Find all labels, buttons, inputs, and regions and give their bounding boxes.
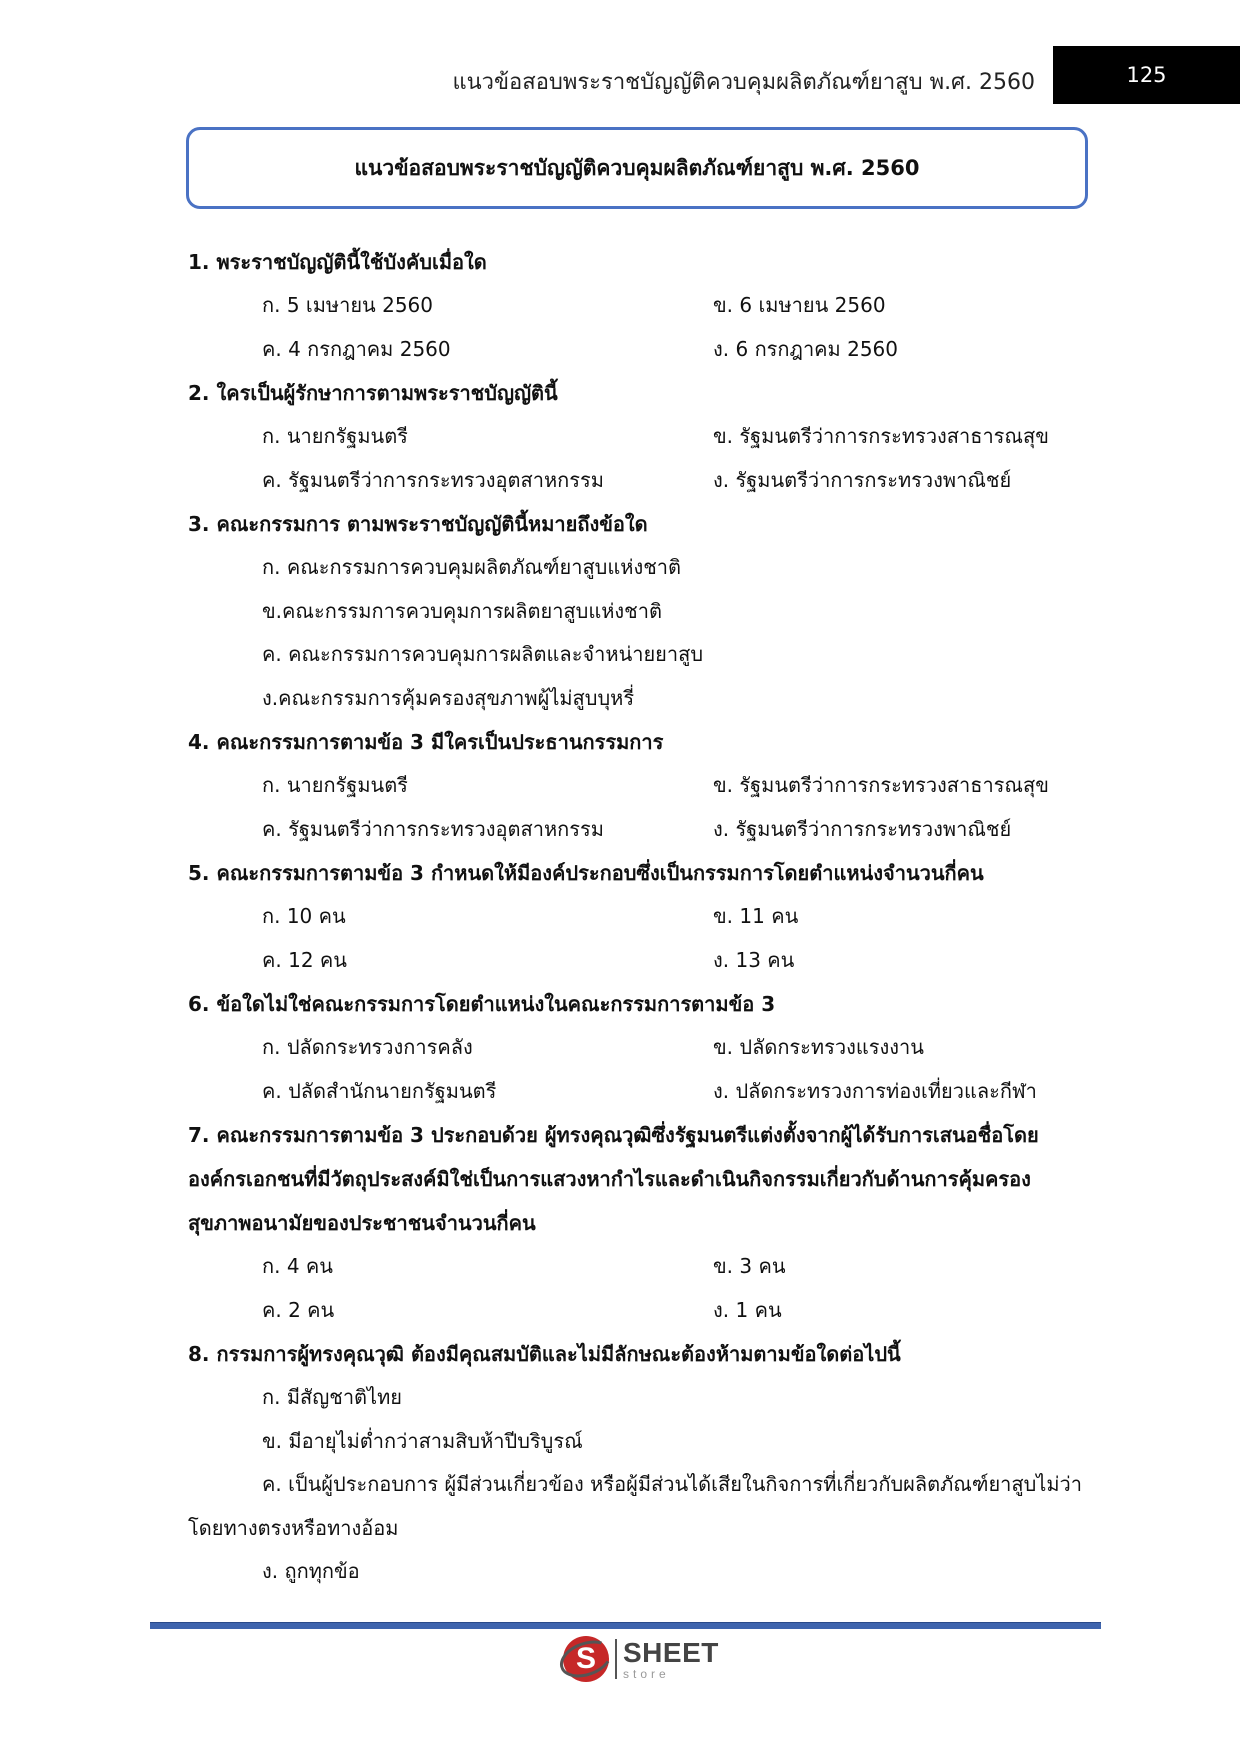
question-2: 2. ใครเป็นผู้รักษาการตามพระราชบัญญัตินี้ — [188, 381, 558, 405]
question-5: 5. คณะกรรมการตามข้อ 3 กำหนดให้มีองค์ประกอบซึ่งเป็นกรรมการโดยตำแหน่งจำนวนกี่คน — [188, 861, 984, 885]
option-d: ง. 1 คน — [713, 1297, 782, 1322]
question-4: 4. คณะกรรมการตามข้อ 3 มีใครเป็นประธานกรรมการ — [188, 730, 664, 754]
header-title: แนวข้อสอบพระราชบัญญัติควบคุมผลิตภัณฑ์ยาสูบ พ.ศ. 2560 — [452, 70, 1035, 95]
logo-subword: store — [623, 1666, 670, 1681]
option-d: ง. 13 คน — [713, 947, 795, 972]
question-7-options-row-1 — [188, 1245, 1088, 1289]
question-4-options-row-1 — [188, 764, 1088, 808]
question-2-options-row-2 — [188, 459, 1088, 503]
question-3: 3. คณะกรรมการ ตามพระราชบัญญัตินี้หมายถึงข้อใด — [188, 512, 648, 536]
option-d: ง. 6 กรกฎาคม 2560 — [713, 336, 898, 361]
option-c: ค. 4 กรกฎาคม 2560 — [262, 336, 451, 361]
question-7: 7. คณะกรรมการตามข้อ 3 ประกอบด้วย ผู้ทรงคุณวุฒิซึ่งรัฐมนตรีแต่งตั้งจากผู้ได้รับการเสนอชื่อโดยองค์กรเอกชนที่มีวัตถุประสงค์มิใช่เป็นการแสวงหากำไรและดำเนินกิจกรรมเกี่ยวกับด้านการคุ้มครองสุขภาพอนามัยของประชาชนจำนวนกี่คน — [188, 1123, 1039, 1235]
option-c: ค. 12 คน — [262, 947, 347, 972]
question-4-options-row-2 — [188, 808, 1088, 852]
logo-letter: S — [575, 1642, 596, 1675]
option-a: ก. คณะกรรมการควบคุมผลิตภัณฑ์ยาสูบแห่งชาติ — [262, 555, 682, 579]
question-5-options-row-2 — [188, 939, 1088, 983]
option-a: ก. 10 คน — [262, 904, 346, 928]
option-b: ข. 6 เมษายน 2560 — [713, 293, 886, 317]
sheet-store-logo — [563, 1636, 719, 1682]
option-b: ข.คณะกรรมการควบคุมการผลิตยาสูบแห่งชาติ — [262, 598, 662, 623]
option-b: ข. มีอายุไม่ต่ำกว่าสามสิบห้าปีบริบูรณ์ — [262, 1428, 583, 1453]
page-number-box — [1053, 46, 1240, 104]
option-d: ง. ถูกทุกข้อ — [262, 1559, 360, 1583]
question-6-options-row-2 — [188, 1070, 1088, 1114]
option-a: ก. 4 คน — [262, 1254, 333, 1278]
option-b: ข. รัฐมนตรีว่าการกระทรวงสาธารณสุข — [713, 773, 1049, 797]
question-8: 8. กรรมการผู้ทรงคุณวุฒิ ต้องมีคุณสมบัติและไม่มีลักษณะต้องห้ามตามข้อใดต่อไปนี้ — [188, 1342, 901, 1366]
option-c: ค. ปลัดสำนักนายกรัฐมนตรี — [262, 1078, 497, 1103]
option-b: ข. ปลัดกระทรวงแรงงาน — [713, 1035, 924, 1059]
footer-rule — [150, 1622, 1101, 1629]
option-d: ง.คณะกรรมการคุ้มครองสุขภาพผู้ไม่สูบบุหรี่ — [262, 685, 635, 710]
option-a: ก. นายกรัฐมนตรี — [262, 424, 408, 448]
page-number: 125 — [1126, 63, 1167, 87]
option-d: ง. รัฐมนตรีว่าการกระทรวงพาณิชย์ — [713, 816, 1012, 841]
question-2-options-row-1 — [188, 415, 1088, 459]
option-c: ค. 2 คน — [262, 1297, 335, 1322]
option-a: ก. นายกรัฐมนตรี — [262, 773, 408, 797]
option-c: ค. เป็นผู้ประกอบการ ผู้มีส่วนเกี่ยวข้อง หรือผู้มีส่วนได้เสียในกิจการที่เกี่ยวกับผลิตภัณฑ์ยาสูบไม่ว่าโดยทางตรงหรือทางอ้อม — [188, 1472, 1083, 1540]
option-a: ก. 5 เมษายน 2560 — [262, 293, 433, 317]
option-a: ก. มีสัญชาติไทย — [262, 1385, 403, 1409]
option-b: ข. 3 คน — [713, 1254, 786, 1278]
logo-wordmark — [623, 1636, 719, 1681]
document-title: แนวข้อสอบพระราชบัญญัติควบคุมผลิตภัณฑ์ยาสูบ พ.ศ. 2560 — [354, 155, 920, 180]
sheet-store-logo-icon — [563, 1636, 609, 1682]
question-1-options-row-1 — [188, 284, 1088, 328]
option-c: ค. คณะกรรมการควบคุมการผลิตและจำหน่ายยาสูบ — [262, 642, 704, 666]
option-b: ข. รัฐมนตรีว่าการกระทรวงสาธารณสุข — [713, 424, 1049, 448]
question-5-options-row-1 — [188, 895, 1088, 939]
option-c: ค. รัฐมนตรีว่าการกระทรวงอุตสาหกรรม — [262, 816, 604, 841]
option-d: ง. ปลัดกระทรวงการท่องเที่ยวและกีฬา — [713, 1078, 1037, 1103]
logo-divider — [615, 1639, 617, 1679]
question-1-options-row-2 — [188, 328, 1088, 372]
logo-word: SHEET — [623, 1636, 719, 1668]
question-6: 6. ข้อใดไม่ใช่คณะกรรมการโดยตำแหน่งในคณะกรรมการตามข้อ 3 — [188, 992, 776, 1016]
option-c: ค. รัฐมนตรีว่าการกระทรวงอุตสาหกรรม — [262, 467, 604, 492]
title-box — [186, 127, 1088, 209]
question-1: 1. พระราชบัญญัตินี้ใช้บังคับเมื่อใด — [188, 250, 487, 274]
question-7-options-row-2 — [188, 1289, 1088, 1333]
option-a: ก. ปลัดกระทรวงการคลัง — [262, 1035, 473, 1059]
option-d: ง. รัฐมนตรีว่าการกระทรวงพาณิชย์ — [713, 467, 1012, 492]
question-list — [188, 240, 1088, 1594]
option-b: ข. 11 คน — [713, 904, 799, 928]
question-6-options-row-1 — [188, 1026, 1088, 1070]
